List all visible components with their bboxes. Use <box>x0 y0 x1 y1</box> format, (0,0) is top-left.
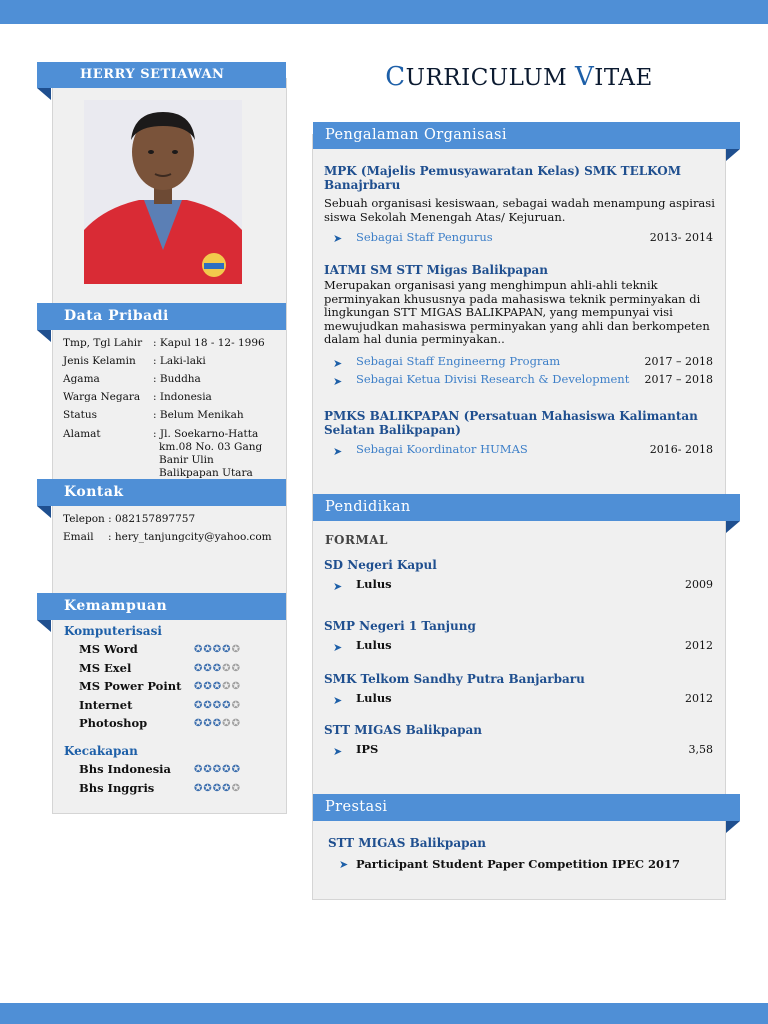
star-icon: ✪ <box>231 644 241 655</box>
org-role-year: 2017 – 2018 <box>644 373 713 386</box>
personal-row-value: : Indonesia <box>153 391 212 403</box>
org-title: MPK (Majelis Pemusyawaratan Kelas) SMK TELKOM Banajrbaru <box>324 164 682 192</box>
personal-data-header: Data Pribadi <box>37 303 286 330</box>
star-icon: ✪ <box>203 718 213 729</box>
skill-rating <box>194 681 241 692</box>
school-name: SD Negeri Kapul <box>324 558 437 572</box>
star-icon: ✪ <box>212 662 223 674</box>
star-icon: ✪ <box>203 644 213 655</box>
language-skills-heading: Kecakapan <box>64 744 138 758</box>
page-title: CURRICULUM VITAE <box>385 62 653 92</box>
email-label: Email <box>63 531 94 543</box>
skill-name: Bhs Inggris <box>79 780 155 795</box>
arrow-right-icon: ➤ <box>333 445 343 458</box>
bottom-accent-bar <box>0 1003 768 1024</box>
star-icon: ✪ <box>194 662 204 674</box>
personal-row-value: : Kapul 18 - 12- 1996 <box>153 337 265 349</box>
skill-name: MS Exel <box>79 660 132 675</box>
arrow-right-icon: ➤ <box>333 232 343 245</box>
name-header <box>37 62 286 88</box>
arrow-right-icon: ➤ <box>333 580 343 593</box>
star-icon: ✪ <box>231 764 241 775</box>
star-icon: ✪ <box>203 662 213 674</box>
star-icon: ✪ <box>194 764 204 775</box>
personal-row-value: : Belum Menikah <box>153 409 244 421</box>
skill-name: MS Power Point <box>79 679 182 693</box>
star-icon: ✪ <box>231 718 241 729</box>
personal-row-value: : Buddha <box>153 373 201 385</box>
star-icon: ✪ <box>231 681 241 692</box>
skill-rating <box>194 718 241 729</box>
personal-row-label: Agama <box>63 373 100 385</box>
education-year: 2012 <box>685 692 713 705</box>
star-icon: ✪ <box>222 764 232 775</box>
skill-name: MS Word <box>79 642 138 656</box>
org-description: Merupakan organisasi yang menghimpun ahli-ahli teknik perminyakan khususnya pada mahasiswa teknik perminyakan di lingkungan STT MIGAS BALIKPAPAN, yang mempunyai visi mewujudkan mahasiswa perminyakan yang ahli dan berkompeten dalam hal dunia perminyakan.. <box>324 278 710 346</box>
star-icon: ✪ <box>203 681 213 692</box>
person-photo-illustration <box>84 100 242 284</box>
personal-row-label: Warga Negara <box>63 391 141 403</box>
star-icon: ✪ <box>222 699 232 711</box>
star-icon: ✪ <box>222 782 232 794</box>
star-icon: ✪ <box>231 699 241 711</box>
star-icon: ✪ <box>222 681 232 692</box>
address-line: Balikpapan Utara <box>159 467 253 479</box>
arrow-right-icon: ➤ <box>339 858 349 871</box>
personal-row-label: Tmp, Tgl Lahir <box>63 337 143 349</box>
school-name: SMP Negeri 1 Tanjung <box>324 619 476 633</box>
org-title: PMKS BALIKPAPAN (Persatuan Mahasiswa Kalimantan Selatan Balikpapan) <box>324 409 698 437</box>
star-icon: ✪ <box>231 782 241 794</box>
education-status: Lulus <box>356 638 392 652</box>
personal-row-label: Status <box>63 409 98 421</box>
org-role-year: 2016- 2018 <box>649 443 713 456</box>
skill-name: Bhs Indonesia <box>79 762 171 776</box>
achievements-header: Prestasi <box>313 794 740 821</box>
skill-name: Photoshop <box>79 716 148 730</box>
star-icon: ✪ <box>194 681 204 692</box>
formal-label: FORMAL <box>325 533 388 547</box>
star-icon: ✪ <box>222 644 232 655</box>
education-header: Pendidikan <box>313 494 740 521</box>
organization-header: Pengalaman Organisasi <box>313 122 740 149</box>
star-icon: ✪ <box>212 718 223 729</box>
education-status: Lulus <box>356 577 392 591</box>
arrow-right-icon: ➤ <box>333 694 343 707</box>
star-icon: ✪ <box>222 718 232 729</box>
contact-header: Kontak <box>37 479 286 506</box>
skill-name: Internet <box>79 697 133 712</box>
top-accent-bar <box>0 0 768 24</box>
school-name: STT MIGAS Balikpapan <box>324 723 482 737</box>
skill-rating <box>194 764 241 775</box>
school-name: SMK Telkom Sandhy Putra Banjarbaru <box>324 672 585 686</box>
star-icon: ✪ <box>212 699 223 711</box>
education-year: 2009 <box>685 578 713 591</box>
star-icon: ✪ <box>203 782 213 794</box>
arrow-right-icon: ➤ <box>333 745 343 758</box>
star-icon: ✪ <box>194 782 204 794</box>
address-line: km.08 No. 03 Gang <box>159 441 263 453</box>
star-icon: ✪ <box>212 681 223 692</box>
org-role: Sebagai Staff Pengurus <box>356 230 493 244</box>
education-status: IPS <box>356 742 379 756</box>
personal-row-label: Alamat <box>63 428 101 440</box>
skill-rating <box>194 700 241 711</box>
org-role-year: 2017 – 2018 <box>644 355 713 368</box>
org-role: Sebagai Ketua Divisi Research & Development <box>356 372 630 386</box>
star-icon: ✪ <box>203 699 213 711</box>
star-icon: ✪ <box>212 644 223 655</box>
skill-rating <box>194 783 241 794</box>
org-role: Sebagai Staff Engineerng Program <box>356 354 561 368</box>
star-icon: ✪ <box>203 764 213 775</box>
org-description: Sebuah organisasi kesiswaan, sebagai wadah menampung aspirasi siswa Sekolah Menengah Atas/ Kejuruan. <box>324 196 715 224</box>
education-year: 2012 <box>685 639 713 652</box>
computer-skills-heading: Komputerisasi <box>64 624 162 638</box>
skill-rating <box>194 644 241 655</box>
phone-text: Telepon : 082157897757 <box>63 513 196 525</box>
star-icon: ✪ <box>212 764 223 775</box>
star-icon: ✪ <box>231 662 241 674</box>
arrow-right-icon: ➤ <box>333 375 343 388</box>
org-role: Sebagai Koordinator HUMAS <box>356 442 528 456</box>
star-icon: ✪ <box>222 662 232 674</box>
arrow-right-icon: ➤ <box>333 641 343 654</box>
star-icon: ✪ <box>212 782 223 794</box>
org-role-year: 2013- 2014 <box>649 231 713 244</box>
achievement-item: Participant Student Paper Competition IPEC 2017 <box>356 857 680 871</box>
arrow-right-icon: ➤ <box>333 357 343 370</box>
profile-photo <box>84 100 242 284</box>
education-status: Lulus <box>356 691 392 705</box>
personal-row-label: Jenis Kelamin <box>63 355 136 367</box>
email-value: : hery_tanjungcity@yahoo.com <box>108 531 272 543</box>
org-title: IATMI SM STT Migas Balikpapan <box>324 263 549 277</box>
personal-row-value: : Laki-laki <box>153 355 206 367</box>
star-icon: ✪ <box>194 699 204 711</box>
star-icon: ✪ <box>194 644 204 655</box>
personal-row-value: : Jl. Soekarno-Hatta <box>153 428 259 440</box>
achievement-org: STT MIGAS Balikpapan <box>328 836 486 850</box>
person-name: HERRY SETIAWAN <box>80 67 225 82</box>
skills-header: Kemampuan <box>37 593 286 620</box>
star-icon: ✪ <box>194 718 204 729</box>
address-line: Banir Ulin <box>159 454 214 466</box>
education-year: 3,58 <box>688 743 713 756</box>
skill-rating <box>194 663 241 674</box>
